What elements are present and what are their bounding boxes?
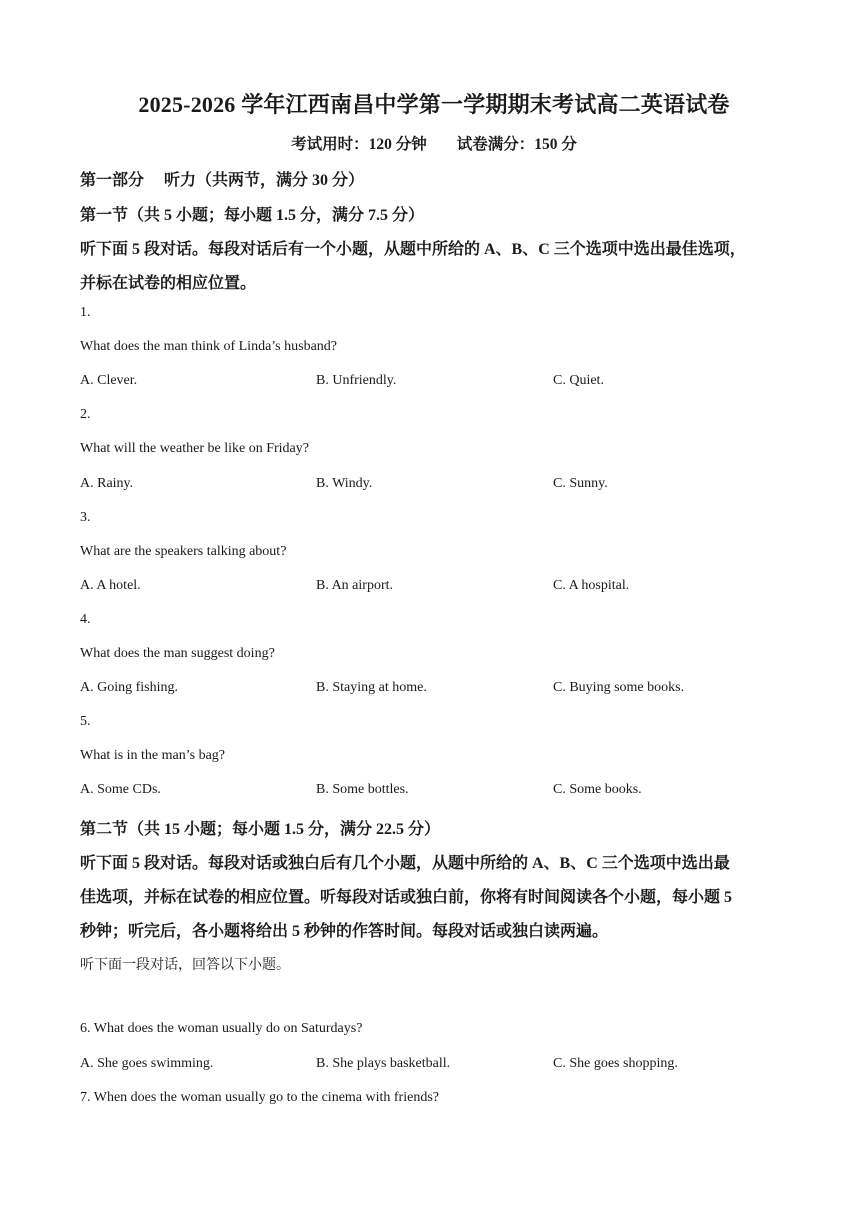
option-a: A. She goes swimming.: [80, 1056, 214, 1071]
exam-total-score: 试卷满分：150 分: [456, 136, 577, 153]
question-number: 2.: [80, 407, 91, 422]
option-b: B. Unfriendly.: [316, 373, 397, 388]
option-b: B. Some bottles.: [316, 782, 409, 797]
question-text: What will the weather be like on Friday?: [80, 441, 309, 456]
option-c: C. Some books.: [553, 782, 642, 797]
option-c: C. Sunny.: [553, 476, 608, 491]
section2-instructions-line1: 听下面 5 段对话。每段对话或独白后有几个小题，从题中所给的 A、B、C 三个选项中选出最: [80, 855, 730, 872]
option-a: A. Clever.: [80, 373, 138, 388]
question-number: 5.: [80, 714, 91, 729]
option-a: A. A hotel.: [80, 578, 141, 593]
section1-heading: 第一节（共 5 小题；每小题 1.5 分，满分 7.5 分）: [80, 207, 425, 224]
dialogue-note: 听下面一段对话，回答以下小题。: [80, 958, 290, 973]
option-b: B. An airport.: [316, 578, 393, 593]
option-a: A. Some CDs.: [80, 782, 161, 797]
option-c: C. Quiet.: [553, 373, 604, 388]
option-a: A. Rainy.: [80, 476, 134, 491]
option-c: C. A hospital.: [553, 578, 630, 593]
section2-instructions-line2: 佳选项，并标在试卷的相应位置。听每段对话或独白前，你将有时间阅读各个小题，每小题 5: [80, 889, 733, 906]
section1-instructions-line2: 并标在试卷的相应位置。: [80, 275, 257, 292]
question-text: 7. When does the woman usually go to the cinema with friends?: [80, 1090, 439, 1105]
question-text: What does the man suggest doing?: [80, 646, 275, 661]
question-text: 6. What does the woman usually do on Saturdays?: [80, 1021, 363, 1036]
section1-instructions-line1: 听下面 5 段对话。每段对话后有一个小题，从题中所给的 A、B、C 三个选项中选出最佳选项，: [80, 241, 746, 258]
part1-heading: 第一部分 听力（共两节，满分 30 分）: [80, 172, 365, 189]
option-c: C. Buying some books.: [553, 680, 685, 695]
option-b: B. Staying at home.: [316, 680, 427, 695]
option-b: B. Windy.: [316, 476, 373, 491]
option-b: B. She plays basketball.: [316, 1056, 451, 1071]
exam-info: [0, 132, 868, 154]
option-c: C. She goes shopping.: [553, 1056, 678, 1071]
question-number: 1.: [80, 305, 91, 320]
section2-heading: 第二节（共 15 小题；每小题 1.5 分，满分 22.5 分）: [80, 821, 441, 838]
section2-instructions-line3: 秒钟；听完后，各小题将给出 5 秒钟的作答时间。每段对话或独白读两遍。: [80, 923, 609, 940]
option-a: A. Going fishing.: [80, 680, 178, 695]
question-text: What does the man think of Linda’s husband?: [80, 339, 337, 354]
exam-title: 2025-2026 学年江西南昌中学第一学期期末考试高二英语试卷: [138, 92, 730, 117]
question-number: 4.: [80, 612, 91, 627]
question-text: What are the speakers talking about?: [80, 544, 287, 559]
exam-time: 考试用时：120 分钟: [291, 136, 427, 153]
question-number: 3.: [80, 510, 91, 525]
question-text: What is in the man’s bag?: [80, 748, 226, 763]
